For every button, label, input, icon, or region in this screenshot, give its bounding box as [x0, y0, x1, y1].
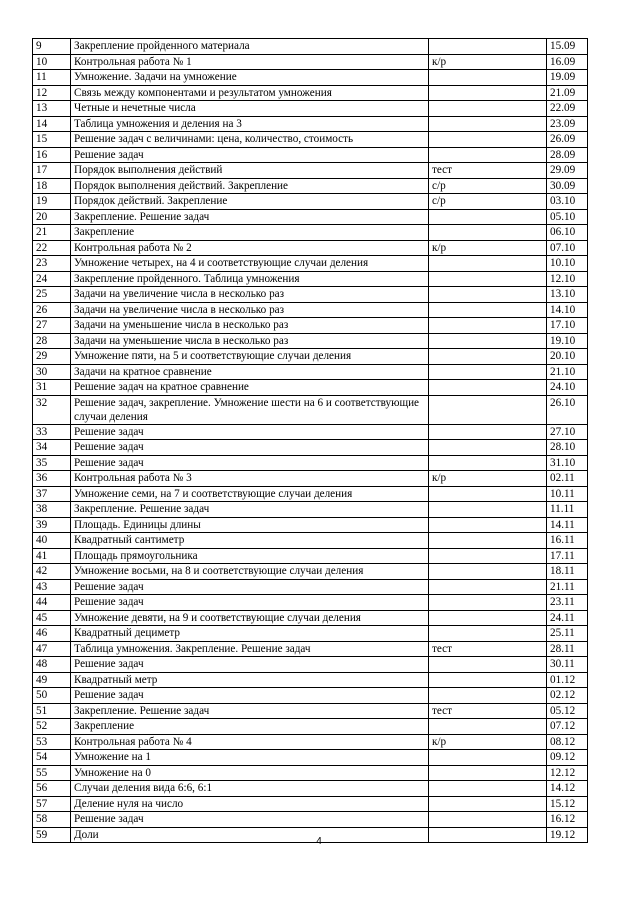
lesson-topic-cell: Задачи на увеличение числа в несколько раз [71, 302, 429, 318]
lesson-topic-cell: Закрепление [71, 719, 429, 735]
lesson-topic-cell: Решение задач [71, 455, 429, 471]
lesson-topic-cell: Решение задач, закрепление. Умножение шести на 6 и соответствующие случаи деления [71, 395, 429, 424]
table-row [33, 364, 588, 380]
lesson-date-cell: 10.11 [547, 486, 588, 502]
lesson-topic-cell: Решение задач [71, 688, 429, 704]
table-row [33, 719, 588, 735]
lesson-date-cell: 12.12 [547, 765, 588, 781]
lesson-control-form-cell [429, 610, 547, 626]
lesson-control-form-cell [429, 364, 547, 380]
lesson-date-cell: 02.12 [547, 688, 588, 704]
lesson-date-cell: 21.10 [547, 364, 588, 380]
lesson-date-cell: 23.11 [547, 595, 588, 611]
lesson-number-cell: 50 [33, 688, 71, 704]
lesson-control-form-cell [429, 318, 547, 334]
lesson-control-form-cell [429, 287, 547, 303]
lesson-control-form-cell [429, 719, 547, 735]
lesson-control-form-cell [429, 256, 547, 272]
lesson-control-form-cell [429, 271, 547, 287]
lesson-control-form-cell [429, 116, 547, 132]
table-row [33, 579, 588, 595]
table-row [33, 85, 588, 101]
lesson-number-cell: 58 [33, 812, 71, 828]
table-row [33, 517, 588, 533]
lesson-number-cell: 27 [33, 318, 71, 334]
lesson-control-form-cell [429, 595, 547, 611]
lesson-topic-cell: Задачи на уменьшение числа в несколько раз [71, 318, 429, 334]
lesson-number-cell: 10 [33, 54, 71, 70]
table-row [33, 781, 588, 797]
lesson-date-cell: 20.10 [547, 349, 588, 365]
table-row [33, 734, 588, 750]
lesson-number-cell: 59 [33, 827, 71, 843]
lesson-topic-cell: Контрольная работа № 3 [71, 471, 429, 487]
lesson-topic-cell: Закрепление. Решение задач [71, 502, 429, 518]
lesson-plan-table [32, 38, 588, 843]
lesson-topic-cell: Умножение семи, на 7 и соответствующие случаи деления [71, 486, 429, 502]
lesson-control-form-cell [429, 812, 547, 828]
lesson-control-form-cell [429, 101, 547, 117]
table-row [33, 548, 588, 564]
lesson-topic-cell: Умножение пяти, на 5 и соответствующие случаи деления [71, 349, 429, 365]
lesson-control-form-cell [429, 533, 547, 549]
lesson-number-cell: 30 [33, 364, 71, 380]
lesson-number-cell: 53 [33, 734, 71, 750]
lesson-control-form-cell [429, 85, 547, 101]
lesson-topic-cell: Четные и нечетные числа [71, 101, 429, 117]
lesson-topic-cell: Порядок действий. Закрепление [71, 194, 429, 210]
lesson-date-cell: 11.11 [547, 502, 588, 518]
lesson-number-cell: 38 [33, 502, 71, 518]
table-row [33, 318, 588, 334]
table-row [33, 178, 588, 194]
lesson-date-cell: 10.10 [547, 256, 588, 272]
lesson-control-form-cell [429, 424, 547, 440]
table-row [33, 672, 588, 688]
table-row [33, 688, 588, 704]
lesson-topic-cell: Контрольная работа № 2 [71, 240, 429, 256]
table-row [33, 440, 588, 456]
lesson-number-cell: 43 [33, 579, 71, 595]
lesson-number-cell: 26 [33, 302, 71, 318]
lesson-number-cell: 39 [33, 517, 71, 533]
table-row [33, 70, 588, 86]
lesson-date-cell: 16.11 [547, 533, 588, 549]
lesson-control-form-cell [429, 579, 547, 595]
lesson-topic-cell: Квадратный дециметр [71, 626, 429, 642]
table-row [33, 302, 588, 318]
table-row [33, 194, 588, 210]
lesson-number-cell: 16 [33, 147, 71, 163]
lesson-number-cell: 20 [33, 209, 71, 225]
table-row [33, 641, 588, 657]
lesson-control-form-cell: с/р [429, 194, 547, 210]
lesson-topic-cell: Связь между компонентами и результатом умножения [71, 85, 429, 101]
lesson-number-cell: 34 [33, 440, 71, 456]
lesson-topic-cell: Контрольная работа № 4 [71, 734, 429, 750]
lesson-control-form-cell [429, 672, 547, 688]
table-row [33, 610, 588, 626]
lesson-control-form-cell [429, 517, 547, 533]
table-row [33, 595, 588, 611]
table-row [33, 380, 588, 396]
lesson-topic-cell: Закрепление. Решение задач [71, 703, 429, 719]
table-row [33, 349, 588, 365]
lesson-date-cell: 19.12 [547, 827, 588, 843]
table-row [33, 455, 588, 471]
lesson-date-cell: 19.09 [547, 70, 588, 86]
page-number: 4 [316, 836, 322, 847]
table-row [33, 564, 588, 580]
lesson-control-form-cell: с/р [429, 178, 547, 194]
lesson-topic-cell: Умножение восьми, на 8 и соответствующие случаи деления [71, 564, 429, 580]
table-row [33, 256, 588, 272]
lesson-number-cell: 11 [33, 70, 71, 86]
lesson-number-cell: 17 [33, 163, 71, 179]
lesson-control-form-cell [429, 39, 547, 55]
lesson-control-form-cell [429, 548, 547, 564]
table-row [33, 54, 588, 70]
lesson-date-cell: 12.10 [547, 271, 588, 287]
lesson-date-cell: 07.10 [547, 240, 588, 256]
lesson-number-cell: 44 [33, 595, 71, 611]
lesson-number-cell: 15 [33, 132, 71, 148]
lesson-topic-cell: Порядок выполнения действий. Закрепление [71, 178, 429, 194]
lesson-date-cell: 05.10 [547, 209, 588, 225]
lesson-control-form-cell [429, 626, 547, 642]
lesson-control-form-cell: к/р [429, 240, 547, 256]
lesson-number-cell: 36 [33, 471, 71, 487]
lesson-date-cell: 29.09 [547, 163, 588, 179]
lesson-control-form-cell [429, 486, 547, 502]
lesson-date-cell: 23.09 [547, 116, 588, 132]
lesson-topic-cell: Решение задач с величинами: цена, количество, стоимость [71, 132, 429, 148]
table-row [33, 657, 588, 673]
table-row [33, 796, 588, 812]
lesson-control-form-cell [429, 395, 547, 424]
table-row [33, 147, 588, 163]
lesson-topic-cell: Площадь. Единицы длины [71, 517, 429, 533]
lesson-number-cell: 57 [33, 796, 71, 812]
lesson-topic-cell: Площадь прямоугольника [71, 548, 429, 564]
table-row [33, 116, 588, 132]
table-row [33, 163, 588, 179]
lesson-control-form-cell [429, 455, 547, 471]
lesson-number-cell: 22 [33, 240, 71, 256]
lesson-control-form-cell: к/р [429, 54, 547, 70]
lesson-topic-cell: Таблица умножения. Закрепление. Решение задач [71, 641, 429, 657]
lesson-date-cell: 17.10 [547, 318, 588, 334]
lesson-date-cell: 01.12 [547, 672, 588, 688]
table-row [33, 765, 588, 781]
lesson-date-cell: 28.09 [547, 147, 588, 163]
lesson-number-cell: 21 [33, 225, 71, 241]
lesson-date-cell: 14.11 [547, 517, 588, 533]
lesson-date-cell: 05.12 [547, 703, 588, 719]
table-row [33, 240, 588, 256]
lesson-control-form-cell [429, 333, 547, 349]
lesson-topic-cell: Закрепление пройденного материала [71, 39, 429, 55]
table-row [33, 502, 588, 518]
lesson-date-cell: 28.11 [547, 641, 588, 657]
table-row [33, 101, 588, 117]
lesson-date-cell: 22.09 [547, 101, 588, 117]
lesson-number-cell: 13 [33, 101, 71, 117]
lesson-date-cell: 30.11 [547, 657, 588, 673]
lesson-topic-cell: Умножение на 0 [71, 765, 429, 781]
table-row [33, 424, 588, 440]
table-row [33, 486, 588, 502]
lesson-control-form-cell [429, 796, 547, 812]
lesson-topic-cell: Случаи деления вида 6:6, 6:1 [71, 781, 429, 797]
table-row [33, 225, 588, 241]
lesson-control-form-cell: к/р [429, 471, 547, 487]
table-row [33, 812, 588, 828]
lesson-date-cell: 30.09 [547, 178, 588, 194]
lesson-date-cell: 15.12 [547, 796, 588, 812]
lesson-topic-cell: Закрепление [71, 225, 429, 241]
lesson-date-cell: 14.12 [547, 781, 588, 797]
lesson-number-cell: 18 [33, 178, 71, 194]
lesson-date-cell: 14.10 [547, 302, 588, 318]
table-row [33, 533, 588, 549]
table-row [33, 471, 588, 487]
lesson-date-cell: 24.11 [547, 610, 588, 626]
lesson-date-cell: 15.09 [547, 39, 588, 55]
lesson-control-form-cell: тест [429, 703, 547, 719]
lesson-date-cell: 24.10 [547, 380, 588, 396]
table-row [33, 132, 588, 148]
lesson-control-form-cell [429, 440, 547, 456]
lesson-control-form-cell [429, 380, 547, 396]
lesson-topic-cell: Умножение девяти, на 9 и соответствующие случаи деления [71, 610, 429, 626]
lesson-control-form-cell [429, 70, 547, 86]
lesson-plan-table-body [33, 39, 588, 843]
lesson-date-cell: 08.12 [547, 734, 588, 750]
lesson-topic-cell: Решение задач [71, 440, 429, 456]
table-row [33, 287, 588, 303]
lesson-control-form-cell: тест [429, 641, 547, 657]
lesson-control-form-cell [429, 688, 547, 704]
lesson-topic-cell: Доли [71, 827, 429, 843]
table-row [33, 703, 588, 719]
lesson-topic-cell: Решение задач [71, 657, 429, 673]
lesson-topic-cell: Задачи на кратное сравнение [71, 364, 429, 380]
table-row [33, 333, 588, 349]
lesson-control-form-cell [429, 147, 547, 163]
lesson-date-cell: 31.10 [547, 455, 588, 471]
lesson-date-cell: 27.10 [547, 424, 588, 440]
lesson-number-cell: 23 [33, 256, 71, 272]
lesson-topic-cell: Решение задач [71, 424, 429, 440]
lesson-topic-cell: Деление нуля на число [71, 796, 429, 812]
lesson-date-cell: 18.11 [547, 564, 588, 580]
lesson-control-form-cell [429, 750, 547, 766]
lesson-date-cell: 19.10 [547, 333, 588, 349]
lesson-number-cell: 46 [33, 626, 71, 642]
lesson-number-cell: 28 [33, 333, 71, 349]
lesson-number-cell: 19 [33, 194, 71, 210]
lesson-number-cell: 51 [33, 703, 71, 719]
lesson-control-form-cell [429, 564, 547, 580]
lesson-topic-cell: Решение задач [71, 812, 429, 828]
lesson-topic-cell: Решение задач [71, 595, 429, 611]
lesson-number-cell: 49 [33, 672, 71, 688]
lesson-date-cell: 16.12 [547, 812, 588, 828]
lesson-topic-cell: Решение задач [71, 147, 429, 163]
lesson-control-form-cell: к/р [429, 734, 547, 750]
lesson-date-cell: 28.10 [547, 440, 588, 456]
lesson-topic-cell: Квадратный метр [71, 672, 429, 688]
lesson-number-cell: 41 [33, 548, 71, 564]
lesson-control-form-cell [429, 781, 547, 797]
lesson-topic-cell: Задачи на уменьшение числа в несколько раз [71, 333, 429, 349]
lesson-number-cell: 25 [33, 287, 71, 303]
lesson-control-form-cell [429, 132, 547, 148]
lesson-control-form-cell [429, 225, 547, 241]
lesson-topic-cell: Закрепление. Решение задач [71, 209, 429, 225]
lesson-topic-cell: Контрольная работа № 1 [71, 54, 429, 70]
lesson-topic-cell: Умножение на 1 [71, 750, 429, 766]
lesson-number-cell: 24 [33, 271, 71, 287]
lesson-number-cell: 35 [33, 455, 71, 471]
lesson-control-form-cell: тест [429, 163, 547, 179]
table-row [33, 271, 588, 287]
lesson-number-cell: 37 [33, 486, 71, 502]
table-row [33, 395, 588, 424]
lesson-number-cell: 42 [33, 564, 71, 580]
lesson-date-cell: 17.11 [547, 548, 588, 564]
lesson-control-form-cell [429, 765, 547, 781]
lesson-date-cell: 07.12 [547, 719, 588, 735]
lesson-control-form-cell [429, 502, 547, 518]
lesson-topic-cell: Решение задач [71, 579, 429, 595]
lesson-number-cell: 9 [33, 39, 71, 55]
lesson-topic-cell: Задачи на увеличение числа в несколько раз [71, 287, 429, 303]
lesson-number-cell: 52 [33, 719, 71, 735]
lesson-number-cell: 40 [33, 533, 71, 549]
lesson-topic-cell: Квадратный сантиметр [71, 533, 429, 549]
lesson-date-cell: 21.09 [547, 85, 588, 101]
table-row [33, 626, 588, 642]
lesson-number-cell: 56 [33, 781, 71, 797]
lesson-number-cell: 47 [33, 641, 71, 657]
lesson-date-cell: 09.12 [547, 750, 588, 766]
lesson-control-form-cell [429, 349, 547, 365]
lesson-date-cell: 16.09 [547, 54, 588, 70]
lesson-number-cell: 45 [33, 610, 71, 626]
lesson-control-form-cell [429, 657, 547, 673]
lesson-topic-cell: Порядок выполнения действий [71, 163, 429, 179]
lesson-control-form-cell [429, 302, 547, 318]
lesson-date-cell: 13.10 [547, 287, 588, 303]
lesson-topic-cell: Таблица умножения и деления на 3 [71, 116, 429, 132]
lesson-number-cell: 33 [33, 424, 71, 440]
lesson-date-cell: 26.10 [547, 395, 588, 424]
lesson-number-cell: 48 [33, 657, 71, 673]
lesson-topic-cell: Умножение. Задачи на умножение [71, 70, 429, 86]
lesson-topic-cell: Умножение четырех, на 4 и соответствующие случаи деления [71, 256, 429, 272]
lesson-number-cell: 32 [33, 395, 71, 424]
lesson-date-cell: 26.09 [547, 132, 588, 148]
lesson-date-cell: 21.11 [547, 579, 588, 595]
table-row [33, 750, 588, 766]
lesson-topic-cell: Закрепление пройденного. Таблица умножения [71, 271, 429, 287]
lesson-date-cell: 03.10 [547, 194, 588, 210]
lesson-number-cell: 55 [33, 765, 71, 781]
lesson-date-cell: 25.11 [547, 626, 588, 642]
lesson-date-cell: 02.11 [547, 471, 588, 487]
lesson-number-cell: 31 [33, 380, 71, 396]
lesson-control-form-cell [429, 209, 547, 225]
lesson-number-cell: 54 [33, 750, 71, 766]
lesson-date-cell: 06.10 [547, 225, 588, 241]
lesson-topic-cell: Решение задач на кратное сравнение [71, 380, 429, 396]
table-row [33, 209, 588, 225]
lesson-number-cell: 12 [33, 85, 71, 101]
lesson-number-cell: 14 [33, 116, 71, 132]
table-row [33, 39, 588, 55]
lesson-number-cell: 29 [33, 349, 71, 365]
